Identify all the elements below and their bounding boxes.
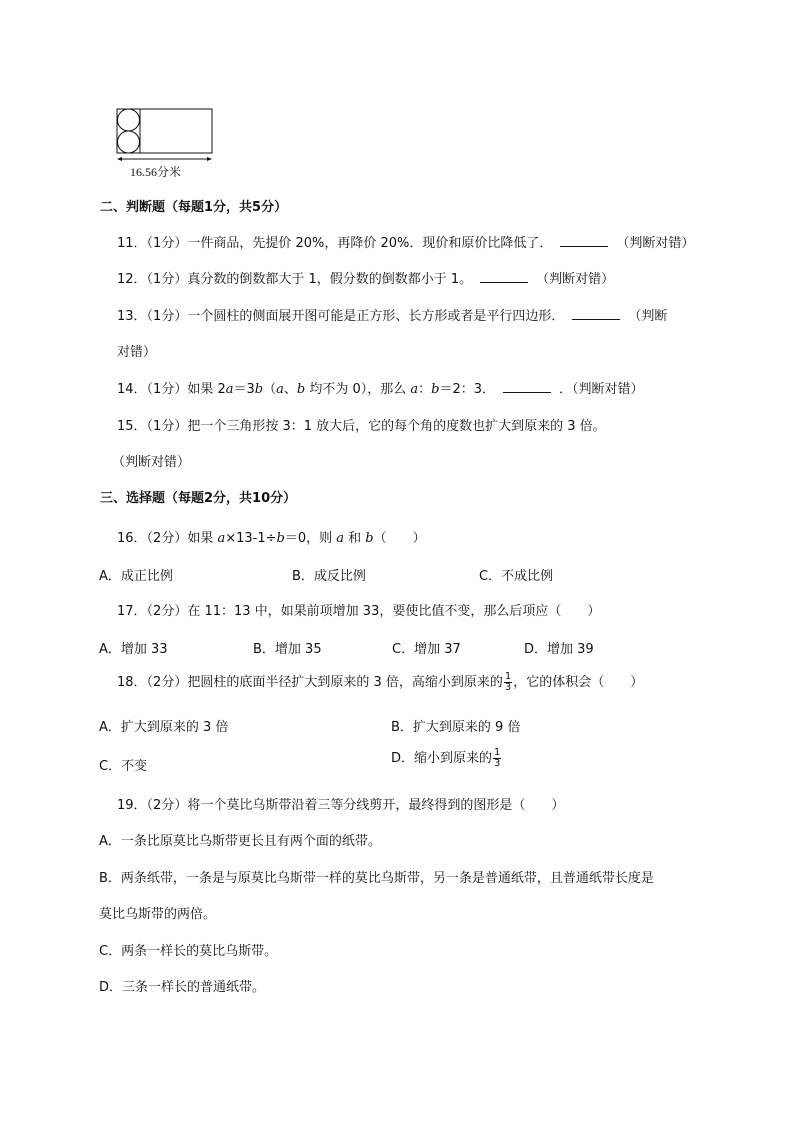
- q17-option-a[interactable]: A．增加 33: [99, 642, 168, 657]
- q12-tail: （判断对错）: [536, 272, 615, 287]
- var-b: b: [296, 382, 306, 397]
- dimension-arrow-right: [207, 157, 212, 161]
- q14-answer-blank[interactable]: [503, 391, 551, 393]
- question-18: [117, 670, 643, 696]
- q19-option-d[interactable]: D．三条一样长的普通纸带。: [99, 980, 266, 995]
- q14-part: ＝2：3．: [439, 382, 496, 397]
- question-15-line-2: （判断对错）: [112, 455, 191, 470]
- question-16: [117, 527, 426, 546]
- var-b: b: [431, 382, 440, 397]
- q14-part: ：: [418, 382, 432, 397]
- q11-answer-blank[interactable]: [560, 245, 608, 247]
- q16-option-c[interactable]: C．不成比例: [479, 569, 554, 584]
- var-b: b: [254, 382, 264, 397]
- fraction-one-third: [493, 748, 501, 769]
- q18-text: 18．（2分）把圆柱的底面半径扩大到原来的 3 倍，高缩小到原来的: [117, 675, 503, 690]
- var-a: a: [336, 531, 345, 546]
- q17-option-c[interactable]: C．增加 37: [392, 642, 461, 657]
- q19-option-b-line-2: 莫比乌斯带的两倍。: [99, 907, 217, 922]
- q18-option-d-text: D．缩小到原来的: [391, 751, 493, 766]
- q16-part: ×13-1÷: [225, 531, 277, 546]
- q18-option-a[interactable]: A．扩大到原来的 3 倍: [99, 720, 229, 735]
- question-12: [117, 268, 614, 287]
- var-a: a: [410, 382, 419, 397]
- q18-text-end: ，它的体积会（ ）: [513, 675, 644, 690]
- fraction-denominator: 3: [494, 758, 501, 769]
- q19-option-a[interactable]: A．一条比原莫比乌斯带更长且有两个面的纸带。: [99, 834, 381, 849]
- q18-option-b[interactable]: B．扩大到原来的 9 倍: [391, 720, 521, 735]
- dimension-arrow-left: [117, 157, 122, 161]
- question-17: 17．（2分）在 11：13 中，如果前项增加 33，要使比值不变，那么后项应（ ）: [117, 604, 601, 619]
- q14-tail: ．（判断对错）: [559, 382, 644, 397]
- q16-part: ＝0，则: [284, 531, 337, 546]
- q16-option-b[interactable]: B．成反比例: [292, 569, 366, 584]
- fraction-numerator: 1: [504, 671, 512, 682]
- q16-option-a[interactable]: A．成正比例: [99, 569, 173, 584]
- question-15: 15．（1分）把一个三角形按 3：1 放大后，它的每个角的度数也扩大到原来的 3 倍。: [117, 419, 606, 434]
- q19-option-b[interactable]: B．两条纸带，一条是与原莫比乌斯带一样的莫比乌斯带，另一条是普通纸带，且普通纸带长度是: [99, 871, 654, 886]
- q13-text: 13．（1分）一个圆柱的侧面展开图可能是正方形、长方形或者是平行四边形．: [117, 309, 565, 324]
- q16-part: （ ）: [373, 531, 426, 546]
- q18-option-d[interactable]: [391, 746, 502, 772]
- fraction-numerator: 1: [494, 747, 501, 758]
- question-14: [117, 378, 644, 397]
- top-circle: [118, 109, 140, 131]
- q11-text: 11．（1分）一件商品，先提价 20%，再降价 20%．现价和原价比降低了．: [117, 236, 553, 251]
- q17-option-b[interactable]: B．增加 35: [253, 642, 322, 657]
- q18-option-c[interactable]: C．不变: [99, 759, 148, 774]
- q16-part: 和: [344, 531, 366, 546]
- bottom-circle: [118, 131, 140, 153]
- q13-answer-blank[interactable]: [572, 318, 620, 320]
- q19-option-c[interactable]: C．两条一样长的莫比乌斯带。: [99, 944, 278, 959]
- question-19: 19．（2分）将一个莫比乌斯带沿着三等分线剪开，最终得到的图形是（ ）: [117, 798, 565, 813]
- fraction-one-third: [504, 672, 512, 693]
- q11-tail: （判断对错）: [616, 236, 695, 251]
- q14-part: （: [263, 382, 277, 397]
- q17-option-d[interactable]: D．增加 39: [524, 642, 594, 657]
- q14-part: 14．（1分）如果 2: [117, 382, 226, 397]
- var-b: b: [365, 531, 374, 546]
- question-13-line-2: 对错）: [117, 345, 157, 360]
- q12-answer-blank[interactable]: [480, 281, 528, 283]
- q12-text: 12．（1分）真分数的倒数都大于 1，假分数的倒数都小于 1。: [117, 272, 473, 287]
- q14-part: 、: [283, 382, 297, 397]
- q14-part: ＝3: [233, 382, 255, 397]
- var-a: a: [276, 382, 284, 397]
- var-b: b: [276, 531, 285, 546]
- figure-dimension-label: 16.56分米: [130, 165, 182, 179]
- question-13: [117, 305, 667, 324]
- section-3-title: 三、选择题（每题2分，共10分）: [100, 491, 297, 506]
- q13-tail: （判断: [628, 309, 668, 324]
- var-a: a: [217, 531, 226, 546]
- q14-part: 均不为 0），那么: [305, 382, 411, 397]
- fraction-denominator: 3: [504, 682, 512, 693]
- var-a: a: [225, 382, 234, 397]
- section-2-title: 二、判断题（每题1分，共5分）: [100, 200, 288, 215]
- question-11: [117, 232, 694, 251]
- q16-part: 16．（2分）如果: [117, 531, 218, 546]
